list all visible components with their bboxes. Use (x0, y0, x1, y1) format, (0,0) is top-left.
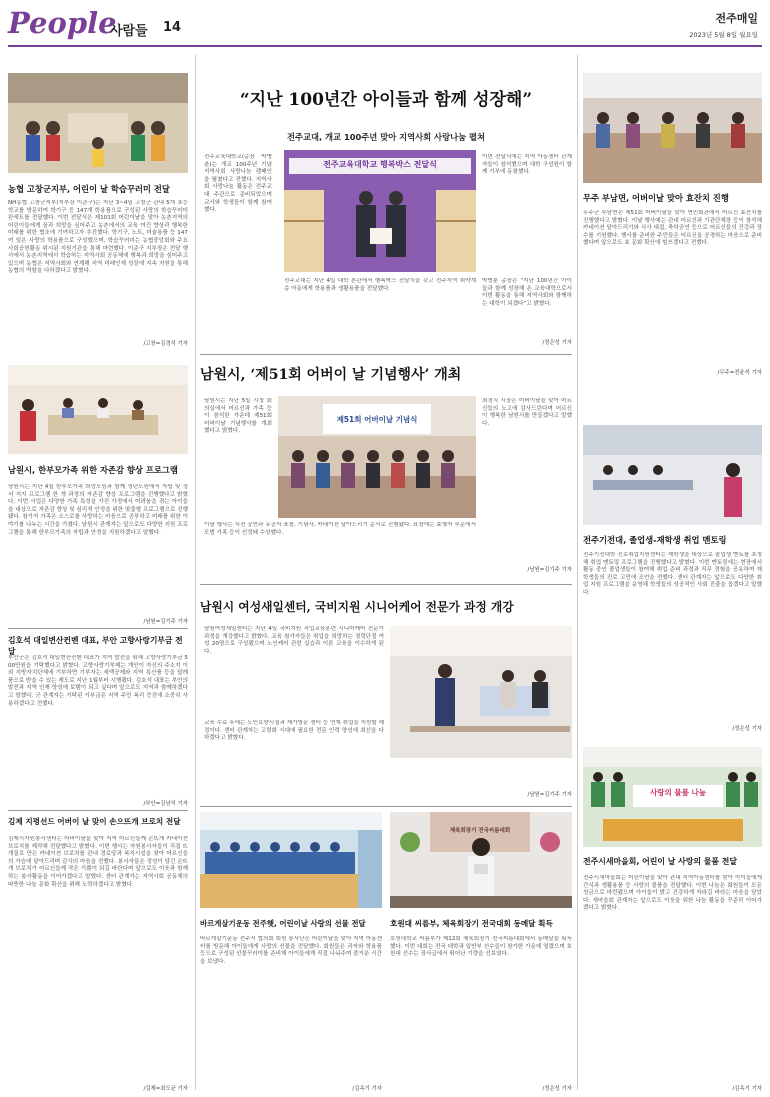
article-byline: /무주=전윤석 기자 (717, 370, 762, 376)
article-body-b: 이날 행사는 식전 공연과 유공자 표창, 기념사, 카네이션 달아드리기 순서로 진행됐다. 표창에는 효행자 부문에서 모범 가족 등이 선정돼 수상했다. (204, 522, 476, 536)
page-number: 14 (163, 20, 182, 35)
masthead (0, 0, 770, 50)
photo-parents-day (278, 396, 476, 518)
lead-subhead: 전주교대, 개교 100주년 맞아 지역사회 사랑나눔 펼쳐 (286, 132, 486, 142)
lead-quote: 박병춘 총장은 “지난 100년간 아이들과 함께 성장해 온 교육대학으로서 이번 활동을 통해 지역사회와 함께하는 대학이 되겠다”고 밝혔다. (482, 278, 572, 307)
lead-body-a: 전주교육대학교(총장 박병춘)는 개교 100주년 기념 지역사회 사랑나눔 캠페인을 펼쳤다고 전했다. 지역사회 사랑나눔 활동은 전주교대 주관으로 준비되었으며 교사와 학생들이 함께 참여했다. (204, 154, 272, 214)
divider (200, 806, 572, 807)
article-headline: 전주시새마을회, 어린이 날 사랑의 물품 전달 (583, 857, 737, 866)
photo-children-group (8, 73, 188, 173)
article-byline: /김제=최도균 기자 (143, 1086, 188, 1092)
article-body: 바르게살기운동 전주시 협의회 회원 봉사단은 어린이날을 맞아 지역 아동센터를 방문해 아이들에게 사랑의 선물을 전달했다. 회원들은 과자와 학용품 등으로 구성된 선물꾸러미를 준비해 아이들에게 직접 나눠주며 즐거운 시간을 보냈다. (200, 936, 382, 965)
lead-headline: “지난 100년간 아이들과 함께 성장해” (239, 90, 533, 110)
banner-text: 제51회 어버이날 기념식 (336, 415, 418, 424)
article-body: 남원시는 지난 4일 한부모가족 희망모임과 함께 청년도원에서 자립 및 정서 지지 프로그램 한 개 과정의 자존감 향상 프로그램을 진행했다고 밝혔다. 이번 사업은 다양한 가족 특성을 가진 가정에서 어려움을 겪는 아이들을 대상으로 자존감 향상 및 심리적 안정을 위한 맞춤형 프로그램으로 진행됐다. 참가자 가족은 소스로를 사랑하는 마음으로 공부하고 미래를 위한 이야기를 나누는 시간을 가졌다. 남원시 관계자는 앞으로도 다양한 지원 프로그램을 통해 한부모가족의 자립과 안정을 지원하겠다고 말했다. (8, 484, 188, 536)
article-body-a: 남원시는 지난 5일 시청 회의실에서 어르신과 가족 등이 참석한 가운데 제51회 어버이날 기념행사를 개최했다고 밝혔다. (204, 398, 272, 435)
article-body-a: 남원여성새일센터는 지난 4일 국비지원 직업교육훈련 시니어케어 전문가 과정을 개강했다고 밝혔다. 교육 참가자들은 취업을 희망하는 경력단절 여성 20명으로 구성됐으며 노인케어 관련 실습과 이론 교육을 이수하게 된다. (204, 626, 384, 655)
article-headline: 남원시 여성새일센터, 국비지원 시니어케어 전문가 과정 개강 (200, 600, 514, 614)
masthead-section: People (8, 6, 117, 40)
divider (8, 628, 188, 629)
article-body-c: 최경식 시장은 어버이날을 맞아 어르신들의 노고에 감사드린다며 어르신이 행복한 남원시를 만들겠다고 말했다. (482, 398, 572, 427)
article-byline: /정은성 기자 (542, 1086, 572, 1092)
lead-body-c: 이번 전달식에는 지역 아동센터 관계자들이 참석했으며 대학 구성원이 함께 기부에 동참했다. (482, 154, 572, 176)
article-body: 전주기전대학 진로취업지원센터는 재학생을 대상으로 졸업생 멘토를 초청해 취업 멘토링 프로그램을 진행했다고 밝혔다. 이번 멘토링에는 현장에서 활동 중인 졸업생들이 참여해 취업 준비 과정과 직무 경험을 공유하며 재학생들의 진로 고민에 조언을 전했다. 센터 관계자는 앞으로도 다양한 취업 지원 프로그램을 운영해 학생들의 성공적인 사회 진출을 돕겠다고 말했다. (583, 552, 762, 596)
article-byline: /정은성 기자 (732, 726, 762, 732)
divider (8, 810, 188, 811)
article-headline: 김호석 대일변산컨벤 대표, 부안 고향사랑기부금 전달 (8, 636, 183, 656)
column-rule (577, 55, 578, 1090)
article-headline: 김제 지평선드 어버이 날 맞이 손으뜨개 브로치 전달 (8, 817, 181, 826)
column-rule (195, 55, 196, 1090)
article-byline: /남원=김기주 기자 (527, 792, 572, 798)
photo-mentoring (583, 425, 762, 525)
article-byline: /남원=김기주 기자 (143, 619, 188, 625)
article-headline: 남원시, ‘제51회 어버이 날 기념행사’ 개최 (200, 367, 462, 383)
lead-body-b: 전주교대는 지난 4일 대학 본관에서 행복박스 전달식을 갖고 전주지역 취약계층 아동에게 학용품과 생활용품을 전달했다. (284, 278, 476, 292)
photo-wrestling-medal (390, 812, 572, 908)
photo-ceremony (284, 150, 476, 272)
article-body: 부안군은 김호석 대일변산컨벤 대표가 지역 발전을 위해 고향사랑기부금 500만원을 기탁했다고 밝혔다. 고향사랑기부제는 개인이 자신의 주소지 이외 지방자치단체에 기부하면 기부자는 세액공제와 지역 특산품 등을 답례품으로 받을 수 있는 제도로 지난 1월부터 시행됐다. 김호석 대표는 부안의 발전과 지역 인재 양성에 보탬이 되고 싶다며 앞으로도 지역과 함께하겠다고 말했다. 군 관계자는 기탁된 기부금은 지역 주민 복리 증진에 소중히 사용하겠다고 전했다. (8, 655, 188, 707)
divider (200, 354, 572, 355)
article-body: 무주군 부남면은 제51회 어버이날을 맞아 면민회관에서 어르신 효잔치를 진행했다고 밝혔다. 이날 행사에는 관내 어르신과 기관단체장 등이 참석해 카네이션 달아드리기와 식사 대접, 축하공연 등으로 어르신들의 건강과 장수를 기원했다. 행사를 준비한 주민들은 어르신을 공경하는 마음으로 준비했다며 앞으로도 효 문화 확산에 힘쓰겠다고 전했다. (583, 210, 762, 247)
banner-text: 체육회장기 전국씨름대회 (449, 828, 511, 834)
photo-gift-boxes (200, 812, 382, 908)
article-body: NH농협 고창군지부(지부장 이준구)는 지난 3~4일 고창군 관내 5개 초등학교를 방문하여 학기구 등 147개 학용품으로 구성된 사랑의 학습꾸러미 완세트를 전달했다. 이번 전달식은 제101회 어린이날을 맞아 농촌지역의 어린이들에게 꿈과 희망을 심어주고 농촌에서의 교육 여건 향상과 행복한 미래를 위한 협조에 기여하고자 추진했다. 학기구, 노트, 미술용품 등 147여 일은 사랑의 학용품으로 구성했으며, 학습꾸러미는 농협중앙회와 주요 사회공헌활동 위시된 지원기관을 통해 마련했다. 이준구 지부장은 전달 행사에서 농촌지역에서 학습하는 지역사회 공동체에 행복과 희망을 심어주고 있으며 농협은 지역사회와 연계해 지역 미래인재 성장에 지속 지원을 통해 농협의 역할을 다하겠다고 밝혔다. (8, 200, 188, 275)
lead-byline: /정은성 기자 (542, 340, 572, 346)
masthead-section-kr: 사람들 (110, 24, 148, 39)
banner-text: 전주교육대학교 행복박스 전달식 (323, 160, 437, 169)
paper-name: 전주매일 (715, 12, 758, 25)
issue-date: 2023년 5월 8일 월요일 (689, 31, 758, 39)
photo-senior-care-class (390, 626, 572, 758)
article-body: 호원대학교 씨름부가 제12회 체육회장기 전국씨름대회에서 동메달을 획득했다. 이번 대회는 전국 대학과 일반부 선수들이 참가한 가운데 열렸으며 호원대 선수는 장사급에서 뛰어난 기량을 선보였다. (390, 936, 572, 958)
article-headline: 전주기전대, 졸업생-재학생 취업 멘토링 (583, 535, 727, 545)
article-headline: 바르게살기운동 전주햇, 어린이날 사랑의 선물 전달 (200, 919, 366, 928)
article-byline: /남원=김기주 기자 (527, 567, 572, 573)
article-headline: 호원대 씨름부, 체육회장기 전국대회 동메달 획득 (390, 919, 553, 928)
article-body: 김제시자원봉사센터는 어버이날을 맞아 지역 어르신들께 손뜨개 카네이션 브로치를 제작해 전달했다고 밝혔다. 이번 행사는 자원봉사자들이 직접 뜨개질로 만든 카네이션 브로치를 관내 경로당과 복지시설을 찾아 어르신들의 가슴에 달아드리며 감사의 마음을 전했다. 봉사자들은 정성이 담긴 손뜨개 브로치가 어르신들께 작은 기쁨이 되길 바란다며 앞으로도 이웃과 함께하는 봉사활동을 이어가겠다고 말했다. 센터 관계자는 지역사회 공동체의 따뜻한 나눔 문화 확산을 위해 노력하겠다고 밝혔다. (8, 836, 188, 888)
article-body-b: 교육 수료 후에는 노인요양시설과 재가방문 센터 등 연계 취업을 지원할 예정이다. 센터 관계자는 고령화 시대에 필요한 전문 인력 양성에 최선을 다하겠다고 밝혔다. (204, 720, 384, 742)
article-body: 전주시새마을회는 어린이날을 맞아 관내 지역아동센터를 찾아 아이들에게 간식과 생활용품 등 사랑의 물품을 전달했다. 이번 나눔은 회원들이 모은 성금으로 마련됐으며 아이들이 밝고 건강하게 자라길 바라는 마음을 담았다. 새마을회 관계자는 앞으로도 이웃을 위한 나눔 활동을 꾸준히 이어가겠다고 밝혔다. (583, 875, 762, 912)
photo-goods-donation (583, 747, 762, 847)
article-byline: /부안=김남석 기자 (143, 801, 188, 807)
article-byline: /김옥기 기자 (352, 1086, 382, 1092)
photo-elders-feast (583, 73, 762, 183)
article-headline: 농협 고창군지부, 어린이 날 학습꾸러미 전달 (8, 184, 170, 194)
article-byline: /고창=김경석 기자 (143, 341, 188, 347)
divider (200, 584, 572, 585)
article-byline: /김옥기 기자 (732, 1086, 762, 1092)
masthead-rule (8, 45, 762, 47)
banner-text: 사랑의 물품 나눔 (650, 788, 706, 797)
article-headline: 무주 부남면, 어버이날 맞아 효잔치 진행 (583, 193, 729, 203)
photo-single-parent-program (8, 365, 188, 454)
article-headline: 남원시, 한부모가족 위한 자존감 향상 프로그램 (8, 465, 178, 475)
